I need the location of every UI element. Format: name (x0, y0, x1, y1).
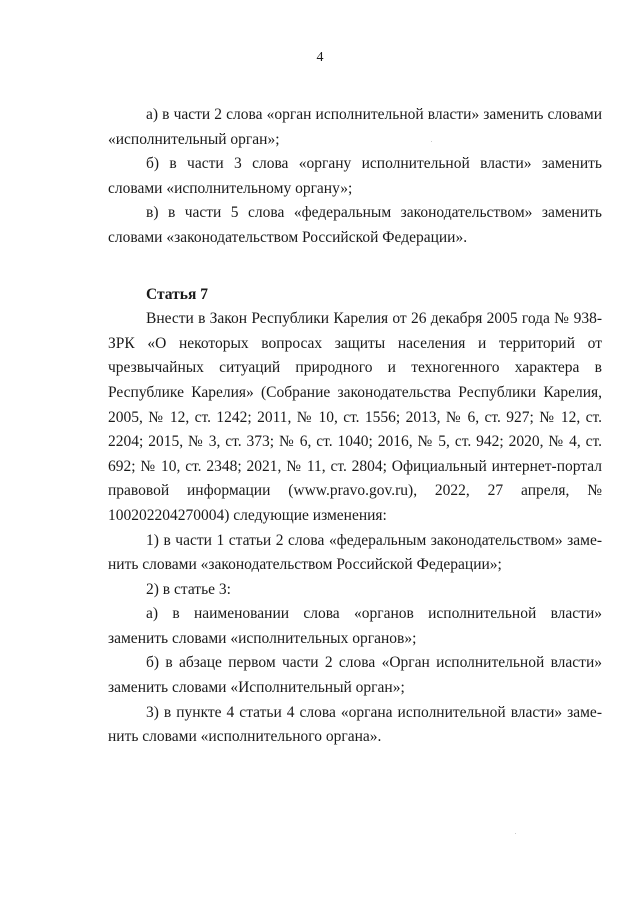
item-3: 3) в пункте 4 статьи 4 слова «органа исполнительной власти» заменить словами «исполнительного органа». (108, 703, 602, 746)
item-2-b: б) в абзаце первом части 2 слова «Орган исполнительной власти» заменить словами «Исполнительный орган»; (108, 654, 602, 697)
page-number: 4 (316, 50, 324, 65)
document-body (108, 103, 602, 750)
paragraph-v-part-5: в) в части 5 слова «федеральным законодательством» заменить словами «законодательством Российской Федерации». (108, 204, 602, 246)
scan-speck (515, 833, 516, 834)
paragraph-b-part-3: б) в части 3 слова «органу исполнительной власти» заменить словами «исполнительному органу»; (108, 155, 602, 197)
paragraph-a-part-2: а) в части 2 слова «орган исполнительной власти» заменить словами «исполнительный орган»; (108, 106, 602, 148)
item-2-a: а) в наименовании слова «органов исполнительной власти» заменить словами «исполнительных органов»; (108, 605, 602, 647)
item-1: 1) в части 1 статьи 2 слова «федеральным законодательством» заменить словами «законодательством Российской Федерации»; (108, 531, 602, 574)
item-2: 2) в статье 3: (146, 580, 231, 598)
article-heading: Статья 7 (146, 285, 208, 303)
article-intro: Внести в Закон Республики Карелия от 26 декабря 2005 года № 938-ЗРК «О некоторых вопросах защиты населения и территорий от чрезвычайных ситуаций природного и техногенного характера в Республике Карелия» (Собрание законодательства Республики Карелия, 2005, № 12, ст. 1242; 2011, № 10, ст. 1556; 2013, № 6, ст. 927; № 12, ст. 2204; 2015, № 3, ст. 373; № 6, ст. 1040; 2016, № 5, ст. 942; 2020, № 4, ст. 692; № 10, ст. 2348; 2021, № 11, ст. 2804; Официальный интернет-портал правовой информации (www.pravo.gov.ru), 2022, 27 апреля, № 100202204270004) следующие изменения: (108, 310, 602, 524)
scan-speck (431, 141, 432, 142)
